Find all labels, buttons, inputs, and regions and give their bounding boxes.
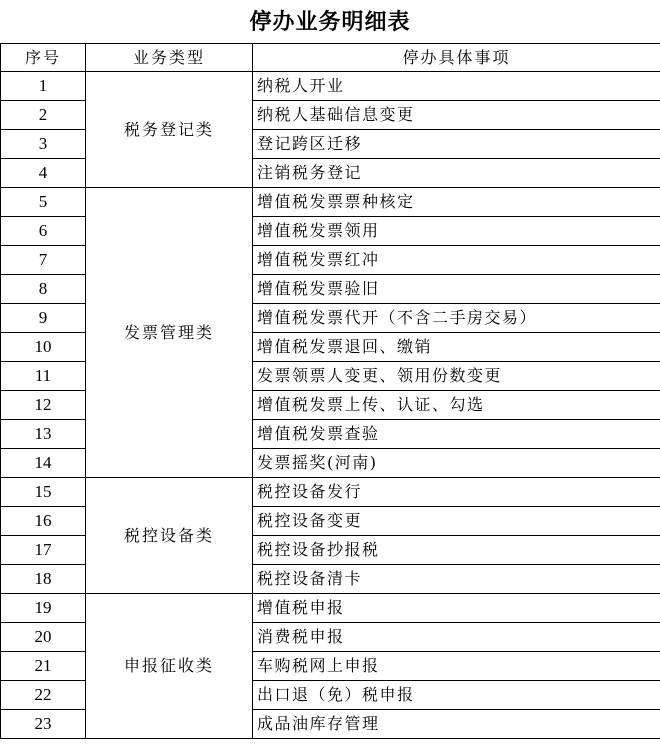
table-row <box>1 594 660 623</box>
row-number: 7 <box>1 246 86 275</box>
column-header-type: 业务类型 <box>86 44 253 72</box>
row-number: 4 <box>1 159 86 188</box>
row-number: 9 <box>1 304 86 333</box>
category-cell: 申报征收类 <box>86 594 253 739</box>
row-number: 10 <box>1 333 86 362</box>
row-number: 12 <box>1 391 86 420</box>
category-cell: 税务登记类 <box>86 72 253 188</box>
row-item: 增值税发票退回、缴销 <box>253 333 660 362</box>
table-row <box>1 478 660 507</box>
table-row <box>1 72 660 101</box>
row-number: 11 <box>1 362 86 391</box>
row-item: 增值税发票代开（不含二手房交易） <box>253 304 660 333</box>
row-item: 纳税人基础信息变更 <box>253 101 660 130</box>
row-number: 3 <box>1 130 86 159</box>
page-title: 停办业务明细表 <box>249 9 411 35</box>
row-item: 车购税网上申报 <box>253 652 660 681</box>
row-item: 消费税申报 <box>253 623 660 652</box>
row-item: 发票摇奖(河南) <box>253 449 660 478</box>
row-item: 增值税发票领用 <box>253 217 660 246</box>
header-row <box>1 44 660 72</box>
row-item: 税控设备发行 <box>253 478 660 507</box>
row-item: 增值税发票上传、认证、勾选 <box>253 391 660 420</box>
row-item: 成品油库存管理 <box>253 710 660 739</box>
row-item: 增值税申报 <box>253 594 660 623</box>
row-item: 增值税发票票种核定 <box>253 188 660 217</box>
row-item: 增值税发票红冲 <box>253 246 660 275</box>
column-header-item: 停办具体事项 <box>253 44 660 72</box>
row-number: 13 <box>1 420 86 449</box>
row-number: 17 <box>1 536 86 565</box>
row-number: 5 <box>1 188 86 217</box>
row-number: 14 <box>1 449 86 478</box>
row-item: 税控设备清卡 <box>253 565 660 594</box>
row-number: 2 <box>1 101 86 130</box>
row-number: 1 <box>1 72 86 101</box>
row-number: 19 <box>1 594 86 623</box>
row-item: 纳税人开业 <box>253 72 660 101</box>
row-number: 23 <box>1 710 86 739</box>
detail-table <box>0 43 660 739</box>
row-item: 注销税务登记 <box>253 159 660 188</box>
row-item: 增值税发票查验 <box>253 420 660 449</box>
row-number: 6 <box>1 217 86 246</box>
row-number: 21 <box>1 652 86 681</box>
row-item: 发票领票人变更、领用份数变更 <box>253 362 660 391</box>
category-cell: 发票管理类 <box>86 188 253 478</box>
category-cell: 税控设备类 <box>86 478 253 594</box>
row-item: 登记跨区迁移 <box>253 130 660 159</box>
row-number: 16 <box>1 507 86 536</box>
row-number: 20 <box>1 623 86 652</box>
row-item: 出口退（免）税申报 <box>253 681 660 710</box>
row-item: 增值税发票验旧 <box>253 275 660 304</box>
column-header-no: 序号 <box>1 44 86 72</box>
row-item: 税控设备抄报税 <box>253 536 660 565</box>
row-number: 15 <box>1 478 86 507</box>
table-row <box>1 188 660 217</box>
row-number: 8 <box>1 275 86 304</box>
row-number: 22 <box>1 681 86 710</box>
row-item: 税控设备变更 <box>253 507 660 536</box>
row-number: 18 <box>1 565 86 594</box>
